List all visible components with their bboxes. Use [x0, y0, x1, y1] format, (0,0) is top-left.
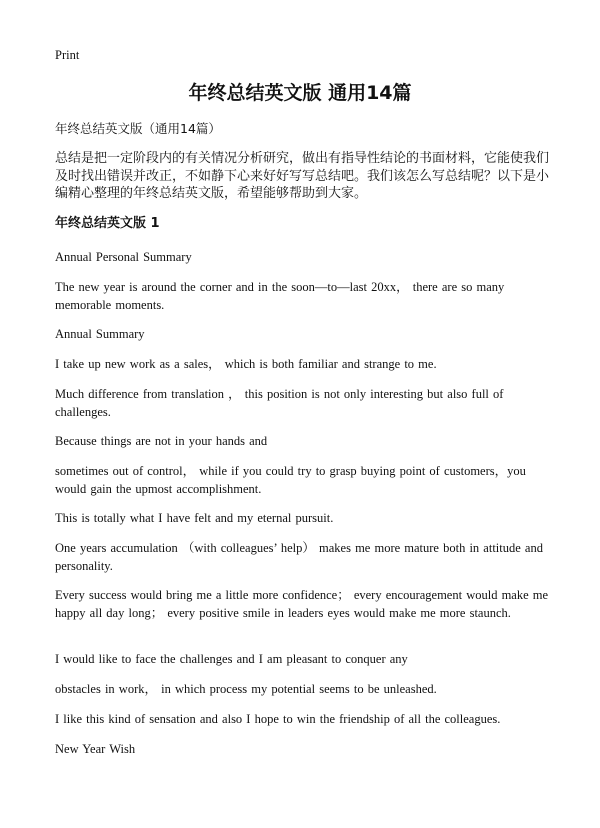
paragraph-face-challenges: I would like to face the challenges and I am pleasant to conquer any	[55, 652, 408, 666]
paragraph-out-of-control: sometimes out of control， while if you could try to grasp buying point of customers，you would gain the upmost accomplishment.	[55, 464, 526, 496]
print-label: Print	[55, 48, 80, 62]
intro-paragraph: 总结是把一定阶段内的有关情况分析研究，做出有指导性结论的书面材料，它能使我们及时找出错误并改正，不如静下心来好好写写总结吧。我们该怎么写总结呢？以下是小编精心整理的年终总结英文版，希望能够帮助到大家。	[55, 151, 550, 201]
paragraph-translation: Much difference from translation ， this position is not only interesting but also full of challenges.	[55, 387, 504, 419]
paragraph-things-not-in-hands: Because things are not in your hands and	[55, 434, 268, 448]
paragraph-annual-personal-summary: Annual Personal Summary	[55, 250, 192, 264]
document-title: 年终总结英文版 通用14篇	[188, 82, 412, 104]
paragraph-new-year: The new year is around the corner and in the soon—to—last 20xx， there are so many memorable moments.	[55, 280, 505, 312]
paragraph-new-year-wish: New Year Wish	[55, 742, 136, 756]
paragraph-eternal-pursuit: This is totally what I have felt and my eternal pursuit.	[55, 511, 334, 525]
paragraph-annual-summary: Annual Summary	[55, 327, 145, 341]
paragraph-accumulation: One years accumulation （with colleagues’ help） makes me more mature both in attitude and personality.	[55, 541, 543, 573]
section-heading: 年终总结英文版 1	[55, 216, 160, 231]
paragraph-every-success: Every success would bring me a little more confidence； every encouragement would make me happy all day long； every positive smile in leaders eyes would make me more staunch.	[55, 588, 549, 620]
paragraph-obstacles: obstacles in work， in which process my potential seems to be unleashed.	[55, 682, 437, 696]
paragraph-friendship: I like this kind of sensation and also I hope to win the friendship of all the colleagues.	[55, 712, 501, 726]
paragraph-sales-work: I take up new work as a sales， which is both familiar and strange to me.	[55, 357, 437, 371]
document-subtitle: 年终总结英文版（通用14篇）	[55, 121, 221, 136]
